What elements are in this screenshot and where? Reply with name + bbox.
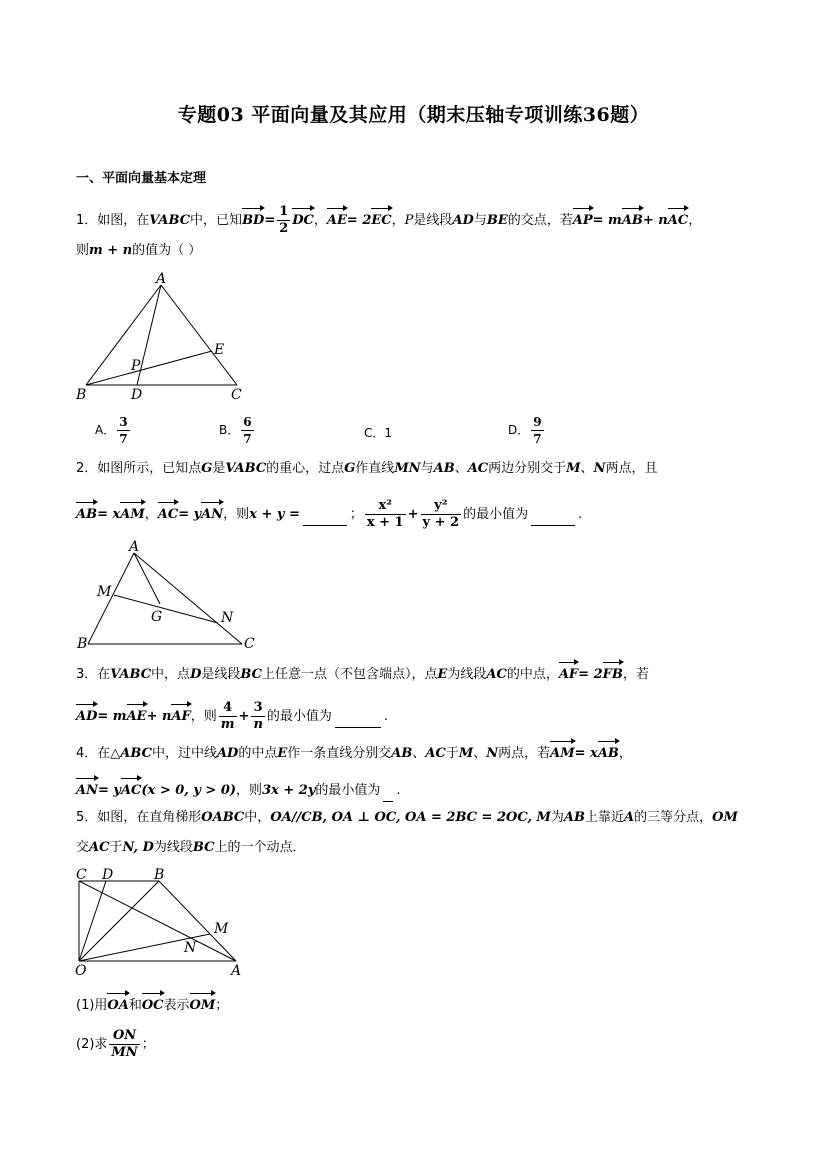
vector-ap: AP [573,207,593,231]
q5-text: 如图，在直角梯形 [97,810,202,825]
q4-text: 的最小值为 [315,783,381,798]
fig3-label-d: D [102,867,114,883]
side-ab: AB [391,746,413,761]
fig3-segment-ob [79,881,159,961]
option-fraction: $\frac{3}{7}$ [119,415,128,446]
q2-triangle: VABC [225,461,267,476]
q5-text: 为线段 [153,840,193,855]
segment-bc: BC [240,667,262,682]
q5-text: ； [215,998,229,1013]
fig2-label-a: A [129,539,140,555]
q1-text: 则 [76,243,90,258]
vector-om: OM [190,992,216,1016]
segment-om: OM [712,810,738,825]
points-n-d: N, D [122,840,154,855]
vector-bd: BD [242,207,264,231]
q3-text: 为线段 [447,667,487,682]
q2-math: + [407,507,419,522]
option-fraction: $\frac{6}{7}$ [243,415,252,446]
vector-an: AN [201,501,223,525]
vector-af: AF [559,661,578,685]
option-fraction: $\frac{9}{7}$ [533,415,542,446]
q5-number: 5． [76,810,98,825]
q2-text: 、 [454,461,468,476]
fig3-segment-od [79,881,106,961]
q5-text: 交 [76,840,90,855]
q4-math: = x [574,746,598,761]
q5-sub2 [76,1028,155,1061]
q5-text: 的三等分点， [634,810,713,825]
segment-bc: BC [192,840,215,855]
q2-math: = y [178,507,202,522]
page-title: 专题03 平面向量及其应用（期末压轴专项训练36题） [177,104,650,126]
point-g: G [201,461,213,476]
expr-3x-2y: 3x + 2y [262,783,316,798]
q3-text: 的中点， [506,667,559,682]
fraction-x2: $\frac{\text{x²}}{x + 1}$ [366,498,404,530]
side-ac: AC [425,746,446,761]
fraction-on-mn: $\frac{ON}{MN}$ [111,1028,138,1060]
q3-math: = m [97,709,127,724]
q3-text: . [383,709,389,724]
q1-text: ， [313,213,327,228]
q3-math: + [238,709,250,724]
segment-ad: AD [452,213,474,228]
q1-line1: 1．如图，在VABC中，已知BD= $\frac{1}{2}$ DC，AE= 2EC，P是线段AD与BE的交点，若AP= mAB+ nAC， [76,204,702,236]
option-value: 1 [384,426,393,440]
vector-ae: AE [127,703,147,727]
q5-text: 为 [550,810,564,825]
q2-text: ； [349,507,363,522]
point-e: E [277,746,288,761]
q5-text: 上的一个动点． [214,840,306,855]
q2-text: 两边分别交于 [488,461,567,476]
vector-fb: FB [603,661,623,685]
fig1-label-a: A [156,271,167,287]
vector-ac: AC [668,207,688,231]
line-mn: MN [394,461,421,476]
q4-text: 作一条直线分别交 [287,746,392,761]
fraction-y2: $\frac{\text{y²}}{y + 2}$ [422,498,460,530]
q3-text: 是线段 [201,667,241,682]
segment-be: BE [486,213,508,228]
point-g: G [344,461,356,476]
q1-text: 的值为（ ） [132,243,202,258]
vector-ae: AE [327,207,347,231]
q4-text: 在△ [97,746,121,761]
q5-text: 上靠近 [585,810,625,825]
q1-text: ， [688,213,702,228]
q4-number: 4． [76,746,98,761]
vector-ec: EC [371,207,391,231]
q3-text: 的最小值为 [266,709,332,724]
q5-text: ； [141,1037,155,1052]
fig2-label-c: C [244,636,255,652]
fig2-label-g: G [151,609,163,625]
q4-math: = y [97,783,121,798]
fig3-label-m: M [214,921,229,937]
point-p: P [404,213,414,228]
q5-condition: OA//CB, OA ⊥ OC, OA = 2BC = 2OC, M [270,810,551,825]
point-m: M [458,746,474,761]
point-m: M [566,461,581,476]
point-d: D [190,667,202,682]
q2-text: 作直线 [355,461,395,476]
vector-ab: AB [622,207,643,231]
q5-sub1 [76,992,228,1016]
q2-number: 2． [76,461,98,476]
point-n: N [593,461,606,476]
option-label: A． [95,423,116,437]
q4-triangle: ABC [120,746,152,761]
q3-math: = 2 [578,667,603,682]
q4-text: 、 [412,746,426,761]
fig1-label-d: D [131,387,143,403]
q3-text: ，则 [190,709,217,724]
q5-text: 和 [128,998,142,1013]
q2-text: . [578,507,583,522]
q2-text: 与 [420,461,434,476]
q1-text: 是线段 [413,213,453,228]
section-heading: 一、平面向量基本定理 [76,171,207,186]
fig3-label-b: B [154,867,165,883]
option-label: D． [508,423,530,437]
q2-text: 两点，且 [605,461,658,476]
q2-text: ，则 [223,507,250,522]
vector-am: AM [120,501,144,525]
q3-text: 在 [97,667,111,682]
side-ac: AC [467,461,489,476]
q3-number: 3． [76,667,98,682]
vector-ac: AC [121,777,141,801]
vector-oc: OC [142,992,164,1016]
q1-math: = 2 [346,213,372,228]
q5-text: 中， [244,810,271,825]
vector-af: AF [171,703,190,727]
fig3-diagonal-ca [79,881,236,961]
q3-text: 中，点 [151,667,191,682]
fig2-label-n: N [221,610,234,626]
q2-text: 的最小值为 [463,507,529,522]
q3-text: ，若 [622,667,649,682]
q2-math: = x [97,507,121,522]
option-label: B． [219,423,240,437]
q4-text: 两点，若 [498,746,551,761]
q3-text: 上任意一点（不包含端点），点 [261,667,438,682]
q4-text: 中，过中线 [151,746,217,761]
q2-text: 是 [212,461,226,476]
vector-ab: AB [598,740,619,764]
trapezoid-oabc: OABC [201,810,245,825]
q4-text: 的中点 [238,746,278,761]
fig3-label-n: N [184,940,197,956]
q4-text: 、 [473,746,487,761]
q4-text: ，则 [236,783,263,798]
q3-math: + n [146,709,172,724]
q1-number: 1． [76,213,98,228]
q5-text: (1)用 [76,998,108,1013]
q1-text: 如图，在 [97,213,150,228]
q5-text: 表示 [163,998,190,1013]
vector-ad: AD [76,703,97,727]
fraction-half: $\frac{1}{2}$ [279,204,289,236]
median-ad: AD [216,746,239,761]
q2-text: 如图所示，已知点 [97,461,202,476]
fig3-label-c: C [76,867,87,883]
q5-text: 于 [109,840,123,855]
q1-text: 与 [473,213,487,228]
fig1-label-b: B [76,387,87,403]
vector-oa: OA [107,992,128,1016]
vector-ac: AC [158,501,178,525]
side-ab: AB [433,461,455,476]
q3-triangle: VABC [110,667,152,682]
q4-condition: (x > 0, y > 0) [141,783,237,798]
fig2-label-m: M [97,584,112,600]
fig1-label-c: C [231,387,242,403]
fraction-3-n: $\frac{3}{n}$ [253,700,263,732]
fig1-label-p: P [131,358,141,374]
fraction-4-m: $\frac{4}{m}$ [220,700,235,732]
vector-ab: AB [76,501,97,525]
fig1-label-e: E [214,342,225,358]
point-n: N [486,746,499,761]
q1-text: 的交点，若 [507,213,573,228]
option-label: C． [364,426,385,440]
q2-text: 、 [580,461,594,476]
expr-x-plus-y: x + y = [249,507,300,522]
fig2-label-b: B [77,636,88,652]
q4-text: ， [618,746,632,761]
q4-text: 于 [445,746,459,761]
vector-dc: DC [292,207,314,231]
q1-text: 中，已知 [190,213,243,228]
point-a: A [624,810,635,825]
q2-text: ， [144,507,158,522]
vector-am: AM [550,740,574,764]
q4-text: . [396,783,401,798]
q2-text: 的重心，过点 [266,461,345,476]
segment-ac: AC [89,840,110,855]
q5-text: (2)求 [76,1037,108,1052]
point-e: E [437,667,448,682]
q1-triangle: VABC [149,213,191,228]
expr-m-plus-n: m + n [89,243,133,258]
q1-math: = m [592,213,622,228]
fig3-label-o: O [75,963,87,979]
fig3-label-a: A [231,963,242,979]
vector-an: AN [76,777,98,801]
q1-math: + n [642,213,668,228]
q1-text: ， [391,213,405,228]
segment-ab: AB [563,810,585,825]
segment-ac: AC [486,667,507,682]
